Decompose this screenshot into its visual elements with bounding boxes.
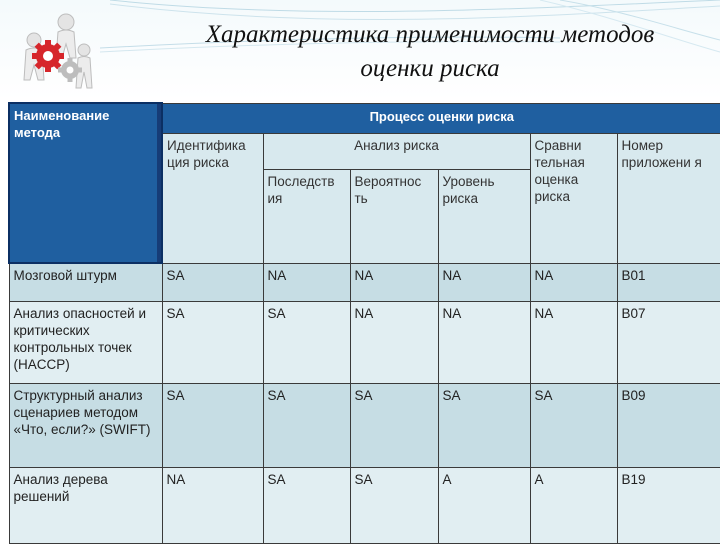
header-row-1 [9, 103, 720, 133]
cell-probability: NA [350, 301, 438, 383]
cell-method: Структурный анализ сценариев методом «Что, если?» (SWIFT) [9, 383, 162, 467]
cell-consequences: SA [263, 467, 350, 543]
gears-people-icon [8, 10, 98, 95]
cell-appendix: B09 [617, 383, 720, 467]
methods-table [8, 102, 720, 544]
table-row [9, 467, 720, 543]
cell-probability: SA [350, 467, 438, 543]
cell-level: A [438, 467, 530, 543]
cell-level: SA [438, 383, 530, 467]
cell-identification: NA [162, 467, 263, 543]
cell-comparative: NA [530, 301, 617, 383]
cell-probability: SA [350, 383, 438, 467]
title-line-1: Характеристика применимости методов [205, 21, 655, 48]
cell-appendix: B01 [617, 263, 720, 301]
cell-level: NA [438, 301, 530, 383]
header-band [0, 0, 720, 100]
header-process: Процесс оценки риска [162, 103, 720, 133]
header-consequences: Последств ия [263, 169, 350, 263]
header-method-name: Наименование метода [9, 103, 162, 263]
table-row [9, 383, 720, 467]
cell-appendix: B07 [617, 301, 720, 383]
cell-probability: NA [350, 263, 438, 301]
cell-level: NA [438, 263, 530, 301]
page-title [160, 18, 700, 86]
title-line-2: оценки риска [360, 55, 500, 82]
header-appendix: Номер приложени я [617, 133, 720, 263]
cell-consequences: NA [263, 263, 350, 301]
cell-appendix: B19 [617, 467, 720, 543]
table-row [9, 263, 720, 301]
cell-identification: SA [162, 383, 263, 467]
cell-comparative: NA [530, 263, 617, 301]
header-level: Уровень риска [438, 169, 530, 263]
header-comparative: Сравни тельная оценка риска [530, 133, 617, 263]
cell-identification: SA [162, 263, 263, 301]
header-probability: Вероятнос ть [350, 169, 438, 263]
header-identification: Идентифика ция риска [162, 133, 263, 263]
cell-comparative: A [530, 467, 617, 543]
cell-method: Анализ опасностей и критических контрольных точек (HACCP) [9, 301, 162, 383]
table-row [9, 301, 720, 383]
cell-consequences: SA [263, 383, 350, 467]
cell-method: Мозговой штурм [9, 263, 162, 301]
cell-comparative: SA [530, 383, 617, 467]
cell-consequences: SA [263, 301, 350, 383]
cell-method: Анализ дерева решений [9, 467, 162, 543]
header-analysis: Анализ риска [263, 133, 530, 169]
cell-identification: SA [162, 301, 263, 383]
